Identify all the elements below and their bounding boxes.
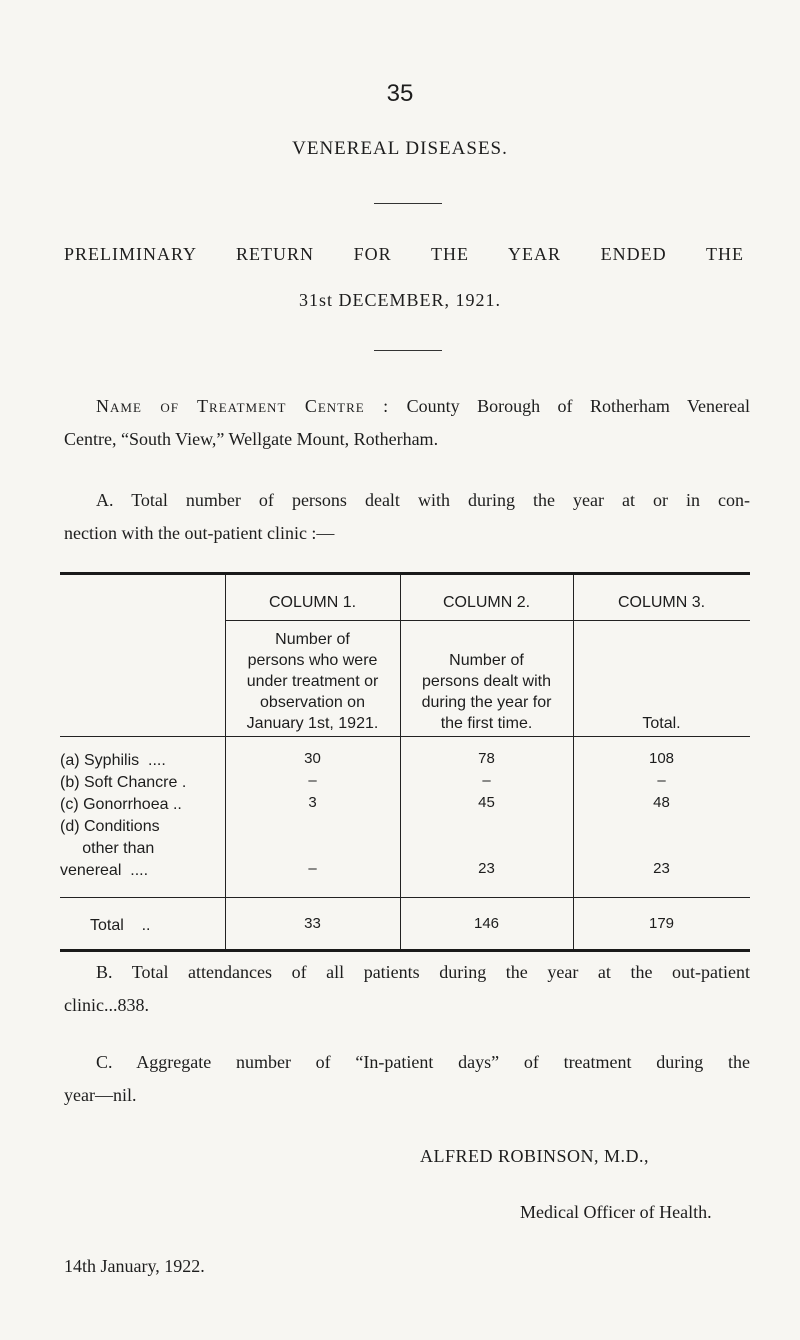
report-subtitle: PRELIMINARY RETURN FOR THE YEAR ENDED THE (64, 244, 744, 264)
table-top-border (60, 572, 750, 575)
total-cell: 179 (648, 915, 675, 932)
table-cell: – (308, 860, 317, 877)
divider (374, 350, 442, 351)
table-cell: – (482, 772, 491, 789)
row-label: (d) Conditions (60, 818, 160, 835)
page-number: 35 (386, 80, 414, 107)
subheader-line: Total. (642, 715, 681, 732)
section-c-line-1: C. Aggregate number of “In-patient days” of treatment during the (96, 1052, 750, 1072)
row-label: venereal .... (60, 862, 149, 879)
subheader-line: Number of (449, 652, 524, 669)
total-cell: 146 (473, 915, 500, 932)
subheader-line: observation on (260, 694, 365, 711)
header-rule (225, 620, 750, 621)
table-bottom-border (60, 949, 750, 952)
subheader-line: January 1st, 1921. (246, 715, 379, 732)
divider (374, 203, 442, 204)
column-header: COLUMN 3. (617, 594, 706, 611)
table-cell: 48 (653, 794, 670, 811)
table-cell: 78 (478, 750, 495, 767)
centre-line-2: Centre, “South View,” Wellgate Mount, Rotherham. (64, 429, 439, 449)
column-header: COLUMN 2. (442, 594, 531, 611)
row-label: (c) Gonorrhoea .. (60, 796, 182, 813)
subheader-line: the first time. (440, 715, 533, 732)
subheader-line: under treatment or (246, 673, 379, 690)
table-cell: 108 (648, 750, 675, 767)
section-a-line-1: A. Total number of persons dealt with during the year at or in con- (96, 490, 750, 510)
total-label: Total .. (90, 917, 151, 934)
section-a-line-2: nection with the out-patient clinic :— (64, 523, 335, 543)
document-date: 14th January, 1922. (64, 1256, 205, 1276)
row-label: (b) Soft Chancre . (60, 774, 187, 791)
table-cell: 23 (478, 860, 495, 877)
row-label: other than (60, 840, 155, 857)
statistics-table (60, 572, 750, 1000)
row-label: (a) Syphilis .... (60, 752, 166, 769)
report-date-line: 31st DECEMBER, 1921. (298, 290, 501, 310)
signature-title: Medical Officer of Health. (520, 1202, 712, 1222)
subheader-line: persons dealt with (422, 673, 551, 690)
section-b-line-2: clinic...838. (64, 995, 149, 1015)
section-b-line-1: B. Total attendances of all patients during the year at the out-patient (96, 962, 750, 982)
total-cell: 33 (304, 915, 321, 932)
column-header: COLUMN 1. (268, 594, 357, 611)
signature-name: ALFRED ROBINSON, M.D., (420, 1146, 650, 1166)
table-cell: 3 (308, 794, 317, 811)
table-cell: – (657, 772, 666, 789)
page-title: VENEREAL DISEASES. (292, 138, 508, 159)
subheader-line: during the year for (421, 694, 552, 711)
subheader-line: Number of (275, 631, 350, 648)
centre-label: Name of Treatment Centre : (96, 396, 390, 416)
table-cell: 23 (653, 860, 670, 877)
centre-line-1 (96, 390, 750, 423)
section-c-line-2: year—nil. (64, 1085, 137, 1105)
table-cell: 30 (304, 750, 321, 767)
centre-name-part1: County Borough of Rotherham Venereal (406, 396, 751, 416)
table-cell: – (308, 772, 317, 789)
rows-rule (60, 897, 750, 898)
subheader-line: persons who were (247, 652, 378, 669)
table-cell: 45 (478, 794, 495, 811)
subheader-rule (60, 736, 750, 737)
